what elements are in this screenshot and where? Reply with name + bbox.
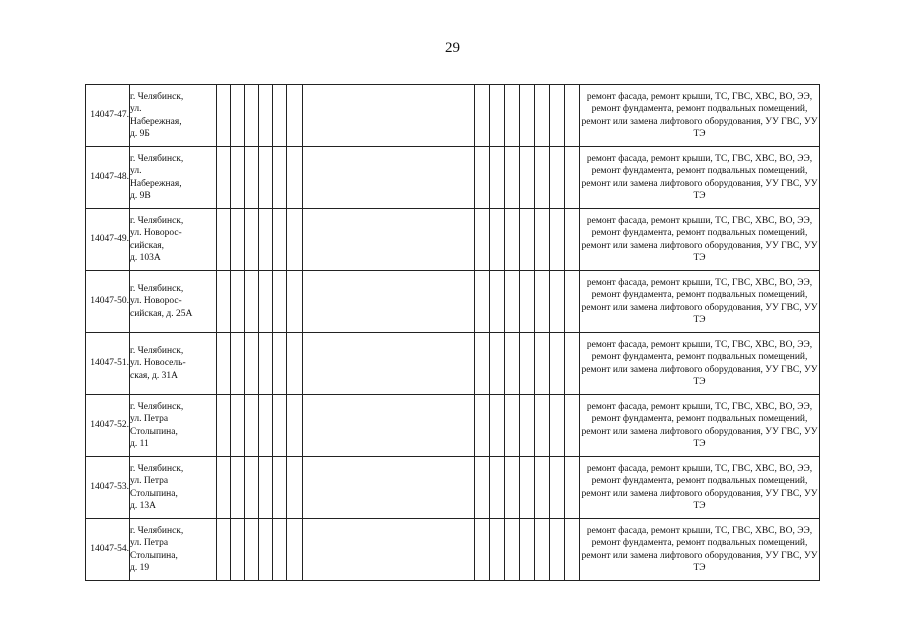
- empty-cell: [287, 333, 303, 395]
- works-list-cell: ремонт фасада, ремонт крыши, ТС, ГВС, ХВС, ВО, ЭЭ, ремонт фундамента, ремонт подвальных помещений, ремонт или замена лифтового оборудования, УУ ГВС, УУ ТЭ: [580, 395, 820, 457]
- empty-cell: [550, 333, 565, 395]
- empty-cell: [303, 271, 475, 333]
- works-list-cell: ремонт фасада, ремонт крыши, ТС, ГВС, ХВС, ВО, ЭЭ, ремонт фундамента, ремонт подвальных помещений, ремонт или замена лифтового оборудования, УУ ГВС, УУ ТЭ: [580, 209, 820, 271]
- empty-cell: [245, 395, 259, 457]
- address-cell: г. Челябинск, ул. Набережная, д. 9Б: [130, 85, 217, 147]
- empty-cell: [287, 457, 303, 519]
- object-code-cell: 14047-52.: [86, 395, 130, 457]
- empty-cell: [475, 395, 490, 457]
- table-row: [86, 519, 820, 581]
- empty-cell: [245, 519, 259, 581]
- empty-cell: [550, 457, 565, 519]
- empty-cell: [287, 395, 303, 457]
- empty-cell: [273, 85, 287, 147]
- empty-cell: [245, 333, 259, 395]
- empty-cell: [520, 85, 535, 147]
- empty-cell: [217, 209, 231, 271]
- empty-cell: [490, 333, 505, 395]
- empty-cell: [520, 271, 535, 333]
- works-list-cell: ремонт фасада, ремонт крыши, ТС, ГВС, ХВС, ВО, ЭЭ, ремонт фундамента, ремонт подвальных помещений, ремонт или замена лифтового оборудования, УУ ГВС, УУ ТЭ: [580, 457, 820, 519]
- address-cell: г. Челябинск, ул. Новорос- сийская, д. 25А: [130, 271, 217, 333]
- empty-cell: [303, 147, 475, 209]
- empty-cell: [287, 209, 303, 271]
- empty-cell: [490, 147, 505, 209]
- empty-cell: [273, 209, 287, 271]
- empty-cell: [273, 519, 287, 581]
- empty-cell: [475, 333, 490, 395]
- empty-cell: [231, 85, 245, 147]
- object-code-cell: 14047-48.: [86, 147, 130, 209]
- empty-cell: [475, 457, 490, 519]
- works-list-cell: ремонт фасада, ремонт крыши, ТС, ГВС, ХВС, ВО, ЭЭ, ремонт фундамента, ремонт подвальных помещений, ремонт или замена лифтового оборудования, УУ ГВС, УУ ТЭ: [580, 333, 820, 395]
- empty-cell: [490, 457, 505, 519]
- table-row: [86, 457, 820, 519]
- empty-cell: [259, 209, 273, 271]
- empty-cell: [550, 519, 565, 581]
- empty-cell: [259, 85, 273, 147]
- empty-cell: [565, 147, 580, 209]
- empty-cell: [245, 457, 259, 519]
- object-code-cell: 14047-53.: [86, 457, 130, 519]
- empty-cell: [273, 457, 287, 519]
- empty-cell: [259, 519, 273, 581]
- empty-cell: [565, 333, 580, 395]
- empty-cell: [565, 519, 580, 581]
- empty-cell: [231, 209, 245, 271]
- empty-cell: [245, 85, 259, 147]
- works-registry-table: [85, 84, 820, 581]
- works-list-cell: ремонт фасада, ремонт крыши, ТС, ГВС, ХВС, ВО, ЭЭ, ремонт фундамента, ремонт подвальных помещений, ремонт или замена лифтового оборудования, УУ ГВС, УУ ТЭ: [580, 147, 820, 209]
- empty-cell: [245, 271, 259, 333]
- empty-cell: [287, 271, 303, 333]
- empty-cell: [565, 85, 580, 147]
- empty-cell: [490, 271, 505, 333]
- empty-cell: [303, 85, 475, 147]
- empty-cell: [535, 147, 550, 209]
- empty-cell: [520, 209, 535, 271]
- empty-cell: [303, 209, 475, 271]
- address-cell: г. Челябинск, ул. Набережная, д. 9В: [130, 147, 217, 209]
- empty-cell: [231, 271, 245, 333]
- empty-cell: [535, 209, 550, 271]
- empty-cell: [550, 271, 565, 333]
- works-list-cell: ремонт фасада, ремонт крыши, ТС, ГВС, ХВС, ВО, ЭЭ, ремонт фундамента, ремонт подвальных помещений, ремонт или замена лифтового оборудования, УУ ГВС, УУ ТЭ: [580, 85, 820, 147]
- empty-cell: [259, 333, 273, 395]
- empty-cell: [475, 147, 490, 209]
- address-cell: г. Челябинск, ул. Петра Столыпина, д. 19: [130, 519, 217, 581]
- empty-cell: [217, 457, 231, 519]
- empty-cell: [565, 457, 580, 519]
- empty-cell: [217, 395, 231, 457]
- object-code-cell: 14047-50.: [86, 271, 130, 333]
- empty-cell: [565, 395, 580, 457]
- empty-cell: [505, 395, 520, 457]
- empty-cell: [535, 457, 550, 519]
- empty-cell: [475, 209, 490, 271]
- empty-cell: [287, 85, 303, 147]
- address-cell: г. Челябинск, ул. Новосель- ская, д. 31А: [130, 333, 217, 395]
- empty-cell: [245, 209, 259, 271]
- object-code-cell: 14047-51.: [86, 333, 130, 395]
- empty-cell: [273, 147, 287, 209]
- empty-cell: [231, 147, 245, 209]
- empty-cell: [245, 147, 259, 209]
- empty-cell: [231, 457, 245, 519]
- empty-cell: [550, 209, 565, 271]
- empty-cell: [475, 271, 490, 333]
- empty-cell: [303, 395, 475, 457]
- works-list-cell: ремонт фасада, ремонт крыши, ТС, ГВС, ХВС, ВО, ЭЭ, ремонт фундамента, ремонт подвальных помещений, ремонт или замена лифтового оборудования, УУ ГВС, УУ ТЭ: [580, 271, 820, 333]
- empty-cell: [520, 395, 535, 457]
- table-row: [86, 209, 820, 271]
- empty-cell: [565, 271, 580, 333]
- works-list-cell: ремонт фасада, ремонт крыши, ТС, ГВС, ХВС, ВО, ЭЭ, ремонт фундамента, ремонт подвальных помещений, ремонт или замена лифтового оборудования, УУ ГВС, УУ ТЭ: [580, 519, 820, 581]
- empty-cell: [520, 147, 535, 209]
- empty-cell: [273, 333, 287, 395]
- empty-cell: [490, 519, 505, 581]
- empty-cell: [535, 395, 550, 457]
- empty-cell: [520, 519, 535, 581]
- empty-cell: [303, 457, 475, 519]
- empty-cell: [475, 519, 490, 581]
- page-number: 29: [445, 40, 460, 56]
- object-code-cell: 14047-47.: [86, 85, 130, 147]
- empty-cell: [259, 147, 273, 209]
- table-row: [86, 333, 820, 395]
- empty-cell: [550, 147, 565, 209]
- empty-cell: [231, 395, 245, 457]
- empty-cell: [217, 147, 231, 209]
- empty-cell: [287, 519, 303, 581]
- empty-cell: [490, 209, 505, 271]
- table-body: [86, 85, 820, 581]
- empty-cell: [303, 333, 475, 395]
- empty-cell: [287, 147, 303, 209]
- object-code-cell: 14047-54.: [86, 519, 130, 581]
- empty-cell: [520, 333, 535, 395]
- empty-cell: [231, 519, 245, 581]
- empty-cell: [535, 519, 550, 581]
- empty-cell: [475, 85, 490, 147]
- table-row: [86, 147, 820, 209]
- empty-cell: [505, 271, 520, 333]
- empty-cell: [259, 395, 273, 457]
- address-cell: г. Челябинск, ул. Новорос- сийская, д. 103А: [130, 209, 217, 271]
- empty-cell: [231, 333, 245, 395]
- empty-cell: [550, 85, 565, 147]
- empty-cell: [535, 85, 550, 147]
- empty-cell: [505, 85, 520, 147]
- empty-cell: [273, 395, 287, 457]
- table-row: [86, 271, 820, 333]
- empty-cell: [505, 333, 520, 395]
- address-cell: г. Челябинск, ул. Петра Столыпина, д. 13А: [130, 457, 217, 519]
- empty-cell: [259, 271, 273, 333]
- empty-cell: [490, 85, 505, 147]
- empty-cell: [565, 209, 580, 271]
- table-row: [86, 85, 820, 147]
- empty-cell: [259, 457, 273, 519]
- empty-cell: [303, 519, 475, 581]
- empty-cell: [535, 271, 550, 333]
- empty-cell: [535, 333, 550, 395]
- empty-cell: [505, 209, 520, 271]
- table-row: [86, 395, 820, 457]
- empty-cell: [505, 457, 520, 519]
- empty-cell: [217, 333, 231, 395]
- empty-cell: [505, 519, 520, 581]
- empty-cell: [520, 457, 535, 519]
- empty-cell: [217, 519, 231, 581]
- address-cell: г. Челябинск, ул. Петра Столыпина, д. 11: [130, 395, 217, 457]
- empty-cell: [550, 395, 565, 457]
- empty-cell: [505, 147, 520, 209]
- empty-cell: [217, 271, 231, 333]
- empty-cell: [490, 395, 505, 457]
- object-code-cell: 14047-49.: [86, 209, 130, 271]
- empty-cell: [217, 85, 231, 147]
- empty-cell: [273, 271, 287, 333]
